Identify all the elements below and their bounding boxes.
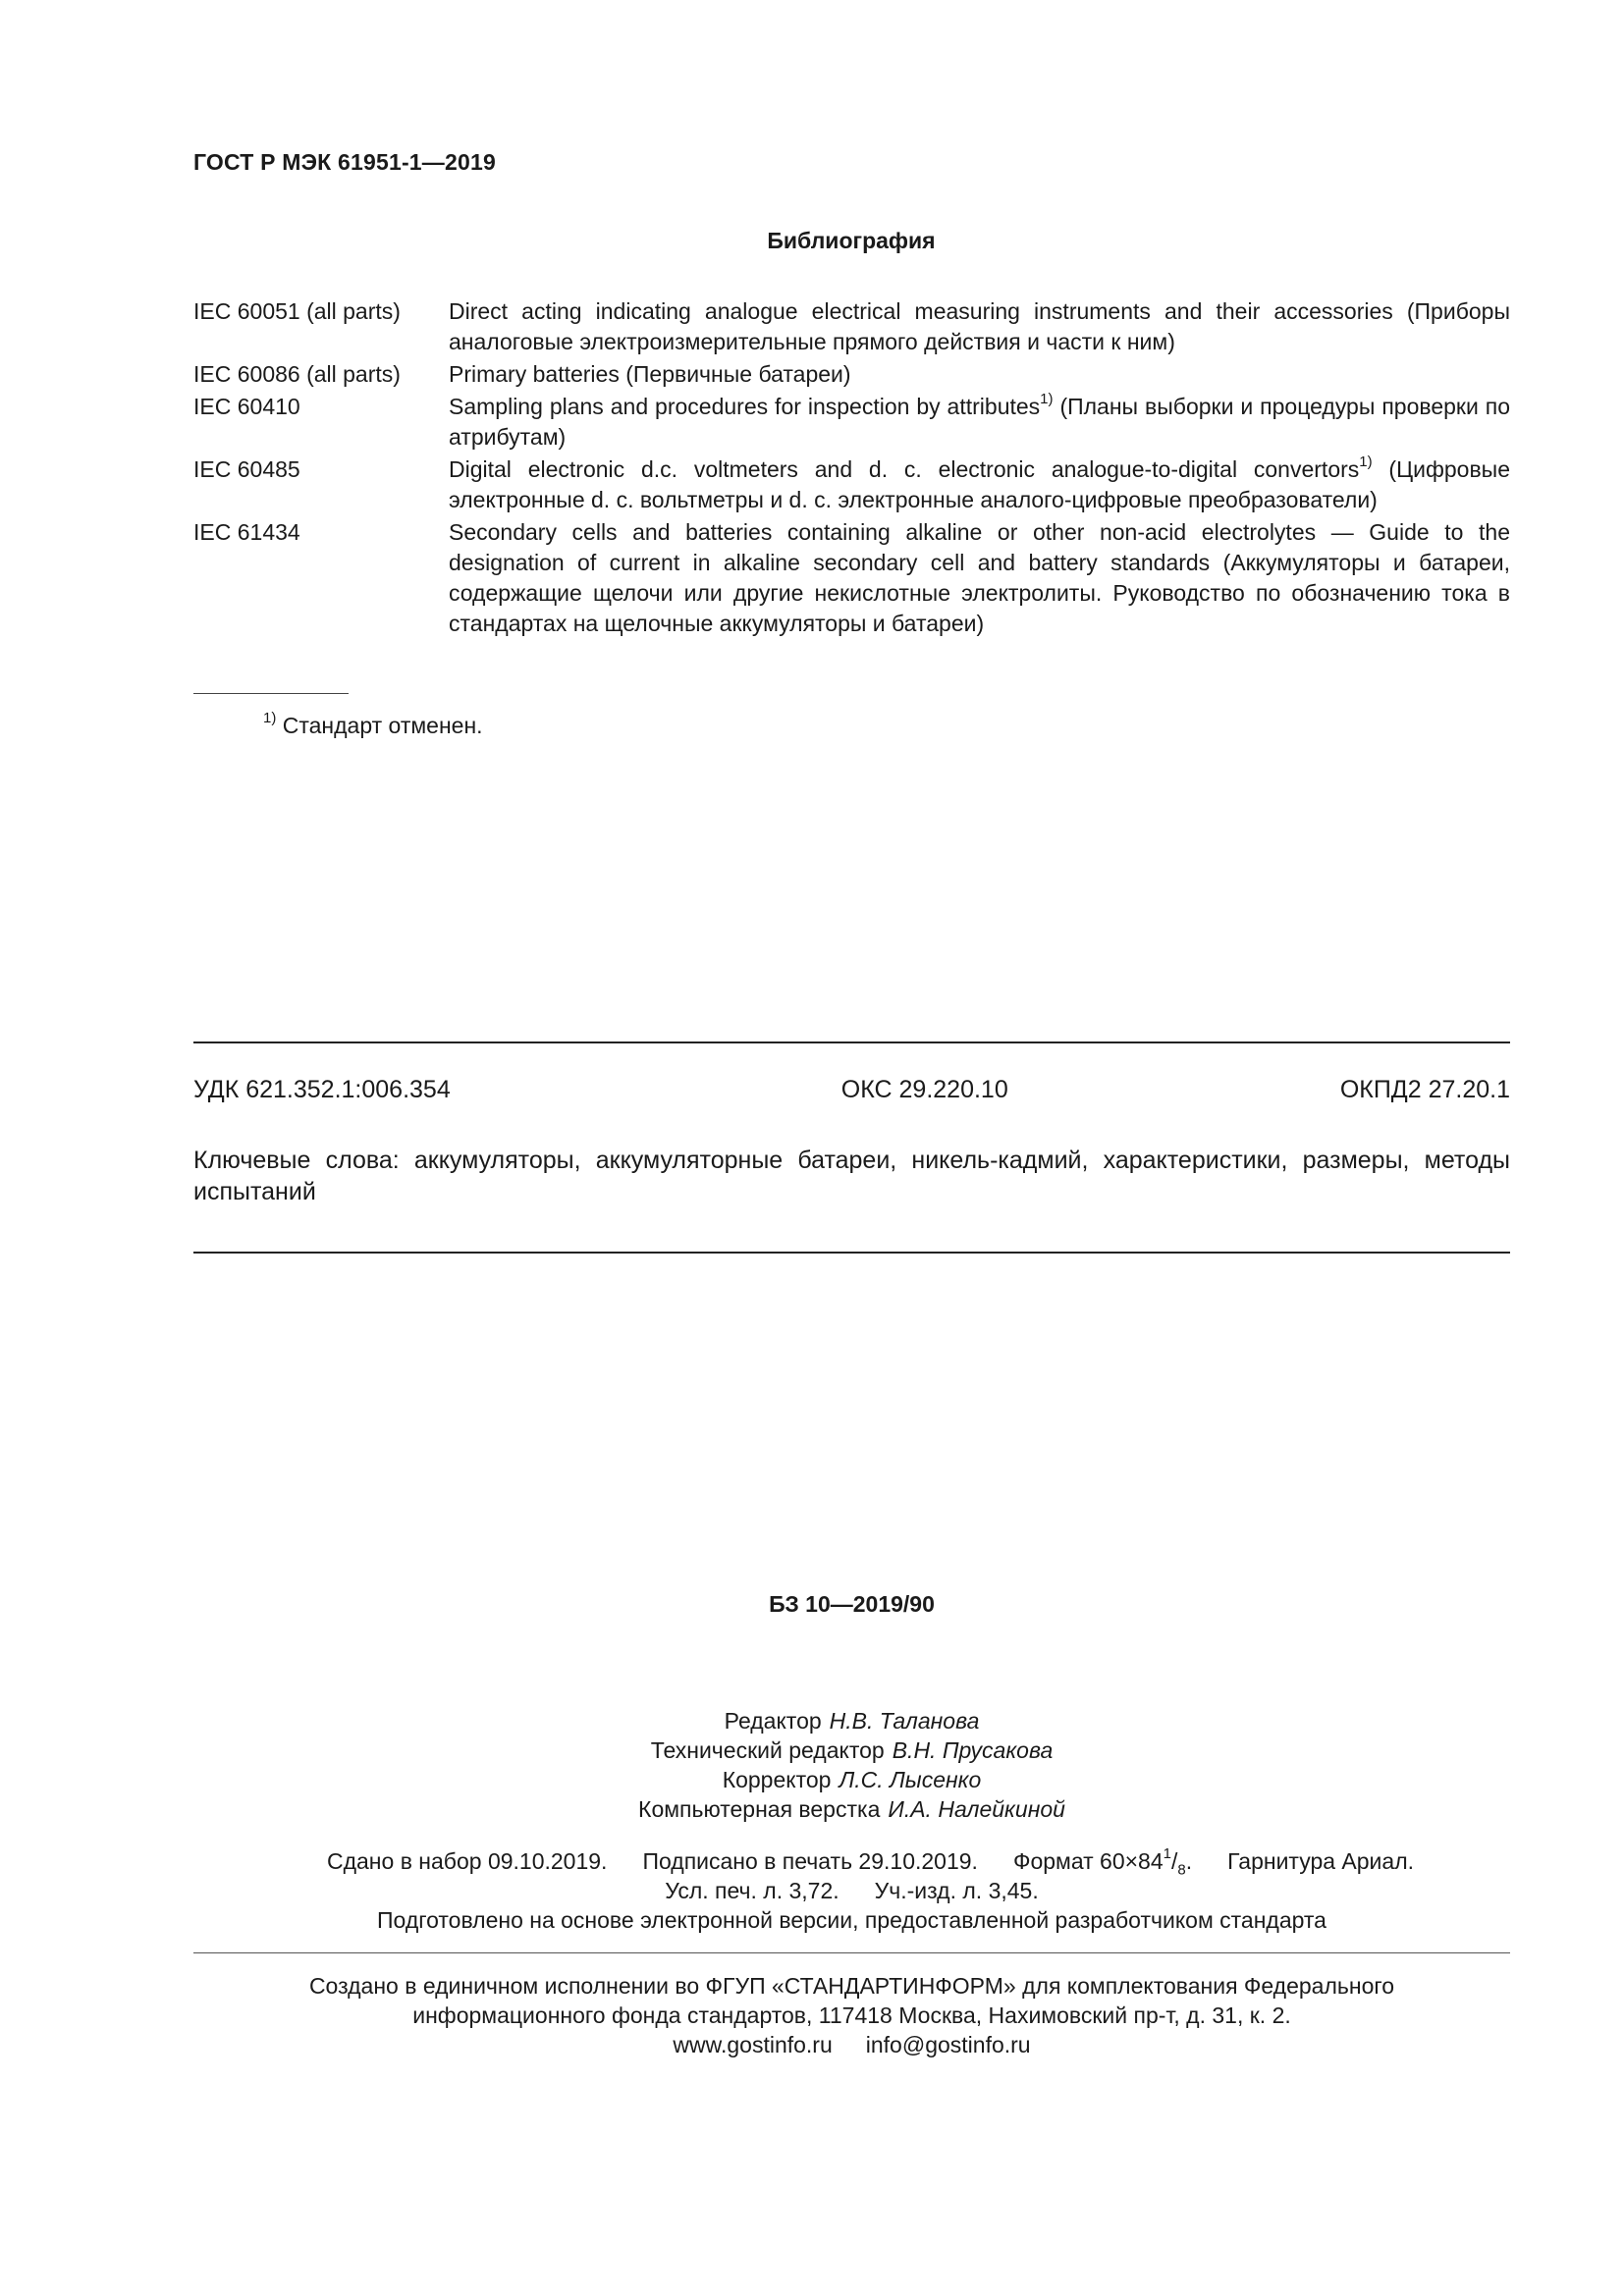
credit-person: И.А. Налейкиной <box>888 1796 1065 1822</box>
bibliography-list <box>193 296 1510 641</box>
section-divider-top <box>193 1041 1510 1043</box>
entry-description <box>449 392 1510 453</box>
entry-title: Sampling plans and procedures for inspection by attributes <box>449 394 1041 419</box>
entry-code: IEC 60410 <box>193 394 300 419</box>
classification-codes <box>193 1076 1510 1104</box>
udk-code: УДК 621.352.1:006.354 <box>193 1076 451 1103</box>
footnote <box>263 710 483 739</box>
print-sheets: Усл. печ. л. 3,72. <box>665 1878 839 1903</box>
credit-person: Н.В. Таланова <box>829 1708 980 1734</box>
bibliography-entry <box>193 359 1510 390</box>
website-link: www.gostinfo.ru <box>673 2032 833 2057</box>
bibliography-title: Библиография <box>767 228 936 253</box>
org-line-2: информационного фонда стандартов, 117418 Москва, Нахимовский пр-т, д. 31, к. 2. <box>412 2002 1291 2028</box>
bibliography-entry <box>193 517 1510 639</box>
submitted-date: Сдано в набор 09.10.2019. <box>326 1848 608 1874</box>
credit-line <box>193 1765 1510 1794</box>
credit-role: Технический редактор <box>650 1737 885 1763</box>
entry-title: Digital electronic d.c. voltmeters and d. c. electronic analogue-to-digital convertors <box>449 456 1360 482</box>
footnote-ref: 1) <box>1040 391 1054 408</box>
entry-code: IEC 60485 <box>193 456 300 482</box>
entry-description <box>449 454 1510 515</box>
publication-line-1 <box>193 1845 1510 1879</box>
credit-line <box>193 1794 1510 1824</box>
publisher-sheets: Уч.-изд. л. 3,45. <box>874 1878 1039 1903</box>
footnote-mark: 1) <box>263 710 277 727</box>
typeface: Гарнитура Ариал. <box>1227 1848 1415 1874</box>
entry-translation: (Планы выборки и процедуры проверки по атрибутам) <box>449 394 1510 450</box>
credit-role: Компьютерная верстка <box>638 1796 881 1822</box>
entry-translation: (Цифровые электронные d. c. вольтметры и d. c. электронные аналого-цифровые преобразователи) <box>449 456 1511 512</box>
email-link: info@gostinfo.ru <box>865 2032 1031 2057</box>
entry-description: Primary batteries (Первичные батареи) <box>449 361 851 387</box>
section-divider-bottom <box>193 1252 1510 1254</box>
bz-number: БЗ 10—2019/90 <box>769 1591 935 1617</box>
org-contacts <box>193 2030 1510 2059</box>
bibliography-entry <box>193 296 1510 357</box>
entry-description: Secondary cells and batteries containing alkaline or other non-acid electrolytes — Guide to the designation of current in alkaline secondary cell and battery standards (Аккумуляторы и батареи, содержащие щелочи или другие некислотные электролиты. Руководство по обозначению тока в стандартах на щелочные аккумуляторы и батареи) <box>449 519 1510 636</box>
entry-code: IEC 61434 <box>193 519 300 545</box>
publication-line-2 <box>193 1876 1510 1905</box>
bibliography-entry <box>193 392 1510 453</box>
document-header-id: ГОСТ Р МЭК 61951-1—2019 <box>193 149 496 175</box>
keywords: Ключевые слова: аккумуляторы, аккумуляторные батареи, никель-кадмий, характеристики, размеры, методы испытаний <box>193 1147 1510 1205</box>
credit-role: Редактор <box>724 1708 822 1734</box>
credit-person: Л.С. Лысенко <box>839 1767 982 1792</box>
okpd-code: ОКПД2 27.20.1 <box>1339 1076 1510 1103</box>
org-line-1: Создано в единичном исполнении во ФГУП «СТАНДАРТИНФОРМ» для комплектования Федерального <box>308 1973 1395 1999</box>
credit-line <box>193 1706 1510 1735</box>
credits <box>193 1706 1510 1824</box>
format: Формат $60\times 84^1/_8$. <box>1012 1845 1193 1879</box>
entry-code: IEC 60086 (all parts) <box>193 361 401 387</box>
credit-line <box>193 1735 1510 1765</box>
footnote-ref: 1) <box>1359 454 1373 471</box>
credit-person: В.Н. Прусакова <box>892 1737 1054 1763</box>
organization-info <box>193 1971 1510 2059</box>
footnote-text: Стандарт отменен. <box>276 713 483 738</box>
oks-code: ОКС 29.220.10 <box>840 1076 1008 1103</box>
signed-date: Подписано в печать 29.10.2019. <box>642 1848 978 1874</box>
entry-code: IEC 60051 (all parts) <box>193 298 401 324</box>
prepared-note: Подготовлено на основе электронной версии, предоставленной разработчиком стандарта <box>377 1907 1326 1933</box>
credit-role: Корректор <box>722 1767 832 1792</box>
entry-description: Direct acting indicating analogue electrical measuring instruments and their accessories (Приборы аналоговые электроизмерительные прямого действия и части к ним) <box>449 298 1510 354</box>
org-divider <box>193 1952 1510 1953</box>
footnote-divider <box>193 693 349 694</box>
bibliography-entry <box>193 454 1510 515</box>
publication-info <box>193 1846 1510 1935</box>
